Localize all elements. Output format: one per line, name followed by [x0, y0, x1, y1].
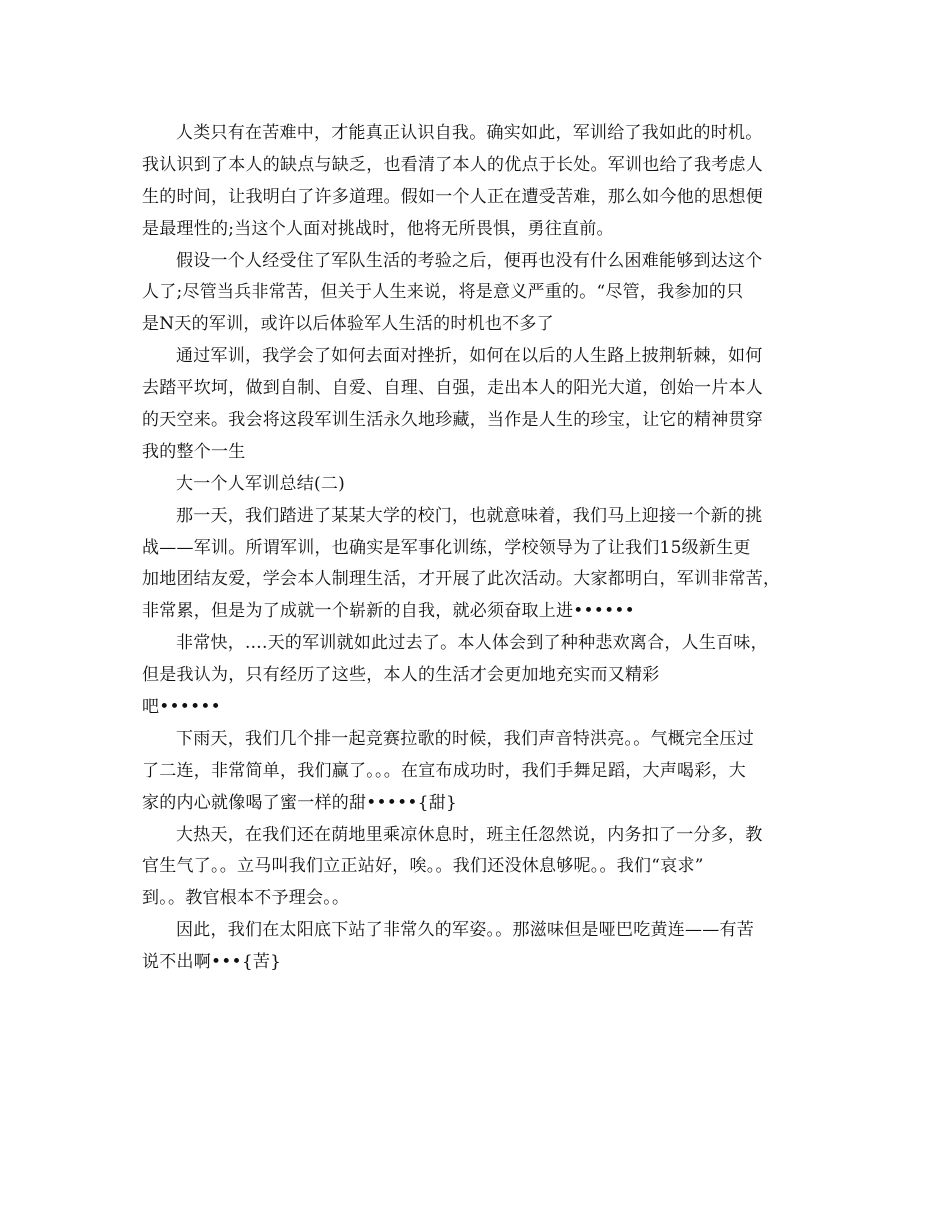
text-line: 人了;尽管当兵非常苦，但关于人生来说，将是意义严重的。“尽管，我参加的只 [142, 282, 744, 303]
text-line: 人类只有在苦难中，才能真正认识自我。确实如此，军训给了我如此的时机。 [176, 123, 763, 143]
text-line: 的天空来。我会将这段军训生活永久地珍藏，当作是人生的珍宝，让它的精神贯穿 [142, 410, 763, 431]
text-line: 我的整个一生 [142, 441, 246, 462]
text-line: 战——军训。所谓军训，也确实是军事化训练，学校领导为了让我们15级新生更 [142, 537, 751, 558]
text-line: 非常累，但是为了成就一个崭新的自我，就必须奋取上进•••••• [142, 601, 635, 622]
text-line: 下雨天，我们几个排一起竞赛拉歌的时候，我们声音特洪亮。。气概完全压过 [176, 728, 754, 749]
text-line: 但是我认为，只有经历了这些，本人的生活才会更加地充实而又精彩 [142, 665, 660, 686]
text-line: 是最理性的;当这个人面对挑战时，他将无所畏惧，勇往直前。 [142, 218, 614, 239]
text-line: 是N天的军训，或许以后体验军人生活的时机也不多了 [142, 314, 554, 335]
text-line: 我认识到了本人的缺点与缺乏，也看清了本人的优点于长处。军训也给了我考虑人 [142, 154, 763, 175]
text-line: 去踏平坎坷，做到自制、自爱、自理、自强，走出本人的阳光大道，创始一片本人 [142, 378, 763, 399]
text-line: 加地团结友爱，学会本人制理生活，才开展了此次活动。大家都明白，军训非常苦， [142, 569, 781, 590]
text-line: 吧•••••• [142, 697, 221, 718]
text-line: 了二连，非常简单，我们赢了。。。在宣布成功时，我们手舞足蹈，大声喝彩，大 [142, 760, 746, 781]
text-line: 说不出啊•••{苦} [142, 952, 282, 973]
text-line: 通过军训，我学会了如何去面对挫折，如何在以后的人生路上披荆斩棘，如何 [176, 346, 763, 367]
section-heading: 大一个人军训总结(二) [176, 473, 346, 494]
text-line: 生的时间，让我明白了许多道理。假如一个人正在遭受苦难，那么如今他的思想便 [142, 186, 763, 207]
text-line: 假设一个人经受住了军队生活的考验之后，便再也没有什么困难能够到达这个 [176, 250, 763, 271]
text-line: 到。。教官根本不予理会。。 [142, 888, 350, 909]
text-line: 大热天，在我们还在荫地里乘凉休息时，班主任忽然说，内务扣了一分多，教 [176, 824, 763, 845]
document-body [142, 118, 832, 979]
text-line: 家的内心就像喝了蜜一样的甜•••••{甜} [142, 792, 458, 813]
text-line: 非常快，....天的军训就如此过去了。本人体会到了种种悲欢离合，人生百味， [176, 633, 768, 654]
text-line: 因此，我们在太阳底下站了非常久的军姿。。那滋味但是哑巴吃黄连——有苦 [176, 920, 754, 941]
text-line: 那一天，我们踏进了某某大学的校门，也就意味着，我们马上迎接一个新的挑 [176, 505, 763, 526]
text-line: 官生气了。。立马叫我们立正站好，唉。。我们还没休息够呢。。我们“哀求” [142, 856, 704, 877]
